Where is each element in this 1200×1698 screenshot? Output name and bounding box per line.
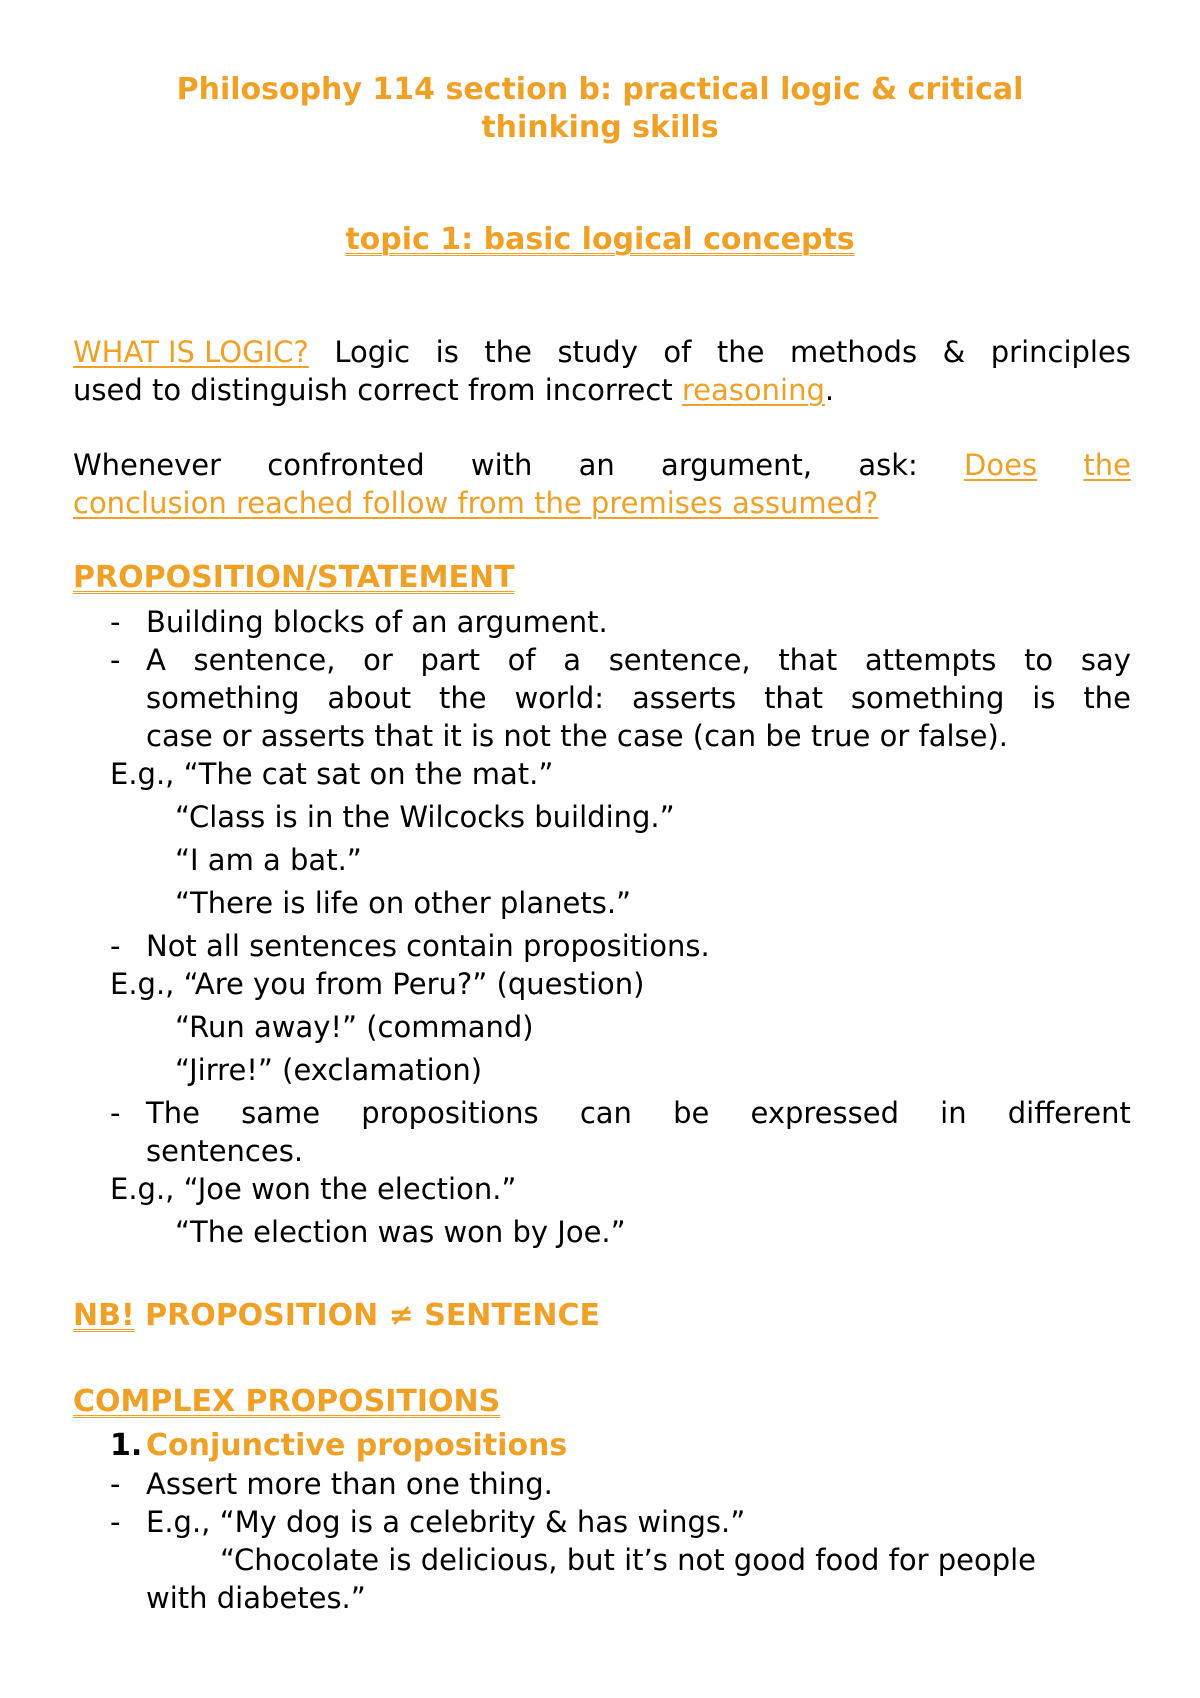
example-2: E.g., “Are you from Peru?” (question) — [110, 967, 645, 1001]
example-2-b: “Jirre!” (exclamation) — [175, 1053, 483, 1087]
example-1-a: “Class is in the Wilcocks building.” — [175, 800, 675, 834]
nb-note — [73, 1298, 600, 1333]
proposition-bullet-4-line2: sentences. — [146, 1134, 304, 1168]
proposition-bullet-1: Building blocks of an argument. — [146, 605, 608, 639]
logic-definition-word: study — [557, 335, 638, 369]
logic-definition-word: the — [716, 335, 765, 369]
complex-propositions-heading — [73, 1384, 500, 1419]
example-1: E.g., “The cat sat on the mat.” — [110, 757, 554, 791]
proposition-bullet-2-line1 — [146, 643, 1131, 677]
bullet-2-word: or — [363, 643, 393, 677]
example-1-b: “I am a bat.” — [175, 843, 362, 877]
logic-definition-line1 — [73, 335, 1131, 369]
bullet-dash: - — [110, 1467, 121, 1501]
bullet-2-word: that — [764, 681, 823, 715]
whenever-word: with — [470, 448, 533, 482]
logic-definition-text: used to distinguish correct from incorrect — [73, 373, 682, 407]
proposition-bullet-2-line2 — [146, 681, 1131, 715]
bullet-4-word: expressed — [750, 1096, 899, 1130]
whenever-word: confronted — [267, 448, 425, 482]
key-question-text: conclusion reached follow from the premises assumed? — [73, 486, 879, 520]
key-question-word: Does — [964, 448, 1038, 482]
conjunctive-example-line2: with diabetes.” — [146, 1581, 366, 1615]
bullet-2-word: the — [438, 681, 487, 715]
example-3-a: “The election was won by Joe.” — [175, 1215, 626, 1249]
conjunctive-bullet-2: E.g., “My dog is a celebrity & has wings.” — [146, 1505, 746, 1539]
bullet-2-word: a — [563, 643, 582, 677]
bullet-4-word: same — [241, 1096, 321, 1130]
whenever-word: argument, — [661, 448, 813, 482]
bullet-dash: - — [110, 1096, 121, 1130]
bullet-2-word: world: — [514, 681, 605, 715]
bullet-2-word: of — [507, 643, 536, 677]
key-question-line2 — [73, 486, 878, 520]
bullet-2-word: sentence, — [608, 643, 751, 677]
proposition-bullet-2-line3: case or asserts that it is not the case (can be true or false). — [146, 719, 1008, 753]
bullet-2-word: part — [420, 643, 480, 677]
bullet-dash: - — [110, 643, 121, 677]
bullet-4-word: different — [1007, 1096, 1131, 1130]
key-question-word: the — [1083, 448, 1131, 482]
whenever-word: an — [578, 448, 615, 482]
bullet-4-word: propositions — [361, 1096, 539, 1130]
proposition-bullet-4-line1 — [146, 1096, 1131, 1130]
example-3: E.g., “Joe won the election.” — [110, 1172, 517, 1206]
proposition-bullet-3: Not all sentences contain propositions. — [146, 929, 710, 963]
logic-definition-line2 — [73, 373, 834, 407]
logic-definition-period: . — [824, 373, 835, 407]
bullet-2-word: that — [778, 643, 838, 677]
logic-definition-word: the — [484, 335, 532, 369]
reasoning-link[interactable]: reasoning — [681, 373, 825, 407]
bullet-2-word: the — [1083, 681, 1131, 715]
bullet-dash: - — [110, 1505, 121, 1539]
logic-definition-word: of — [663, 335, 692, 369]
conjunctive-bullet-1: Assert more than one thing. — [146, 1467, 553, 1501]
what-is-logic-label: WHAT IS LOGIC? — [73, 335, 309, 369]
bullet-dash: - — [110, 929, 121, 963]
complex-propositions-heading-text: COMPLEX PROPOSITIONS — [73, 1384, 501, 1419]
document-title-line2: thinking skills — [481, 110, 719, 145]
proposition-heading-text: PROPOSITION/STATEMENT — [73, 560, 515, 595]
logic-definition-word: is — [435, 335, 459, 369]
bullet-4-word: in — [940, 1096, 967, 1130]
bullet-2-word: asserts — [631, 681, 737, 715]
logic-definition-word: & — [942, 335, 966, 369]
bullet-4-word: The — [146, 1096, 200, 1130]
logic-definition-word: Logic — [334, 335, 411, 369]
whenever-word: ask: — [858, 448, 918, 482]
conjunctive-example-line1: “Chocolate is delicious, but it’s not good food for people — [220, 1543, 1037, 1577]
bullet-4-word: be — [673, 1096, 710, 1130]
nb-label: NB! — [73, 1298, 135, 1333]
example-1-c: “There is life on other planets.” — [175, 886, 632, 920]
bullet-4-word: can — [579, 1096, 632, 1130]
conjunctive-propositions-heading: Conjunctive propositions — [146, 1428, 568, 1463]
list-number: 1. — [110, 1428, 143, 1463]
topic-heading — [0, 222, 1200, 257]
bullet-2-word: to — [1024, 643, 1054, 677]
bullet-dash: - — [110, 605, 121, 639]
bullet-2-word: about — [327, 681, 412, 715]
whenever-word: Whenever — [73, 448, 222, 482]
bullet-2-word: is — [1032, 681, 1056, 715]
logic-definition-word: methods — [789, 335, 918, 369]
bullet-2-word: say — [1080, 643, 1131, 677]
bullet-2-word: attempts — [864, 643, 997, 677]
bullet-2-word: something — [146, 681, 300, 715]
whenever-line1 — [73, 448, 1131, 482]
bullet-2-word: A — [146, 643, 166, 677]
example-2-a: “Run away!” (command) — [175, 1010, 534, 1044]
bullet-2-word: sentence, — [193, 643, 336, 677]
topic-heading-text: topic 1: basic logical concepts — [345, 222, 855, 257]
document-title-line1: Philosophy 114 section b: practical logic & critical — [176, 72, 1024, 107]
bullet-2-word: something — [850, 681, 1005, 715]
proposition-heading — [73, 560, 515, 595]
nb-text: PROPOSITION ≠ SENTENCE — [134, 1298, 600, 1333]
logic-definition-word: principles — [990, 335, 1131, 369]
